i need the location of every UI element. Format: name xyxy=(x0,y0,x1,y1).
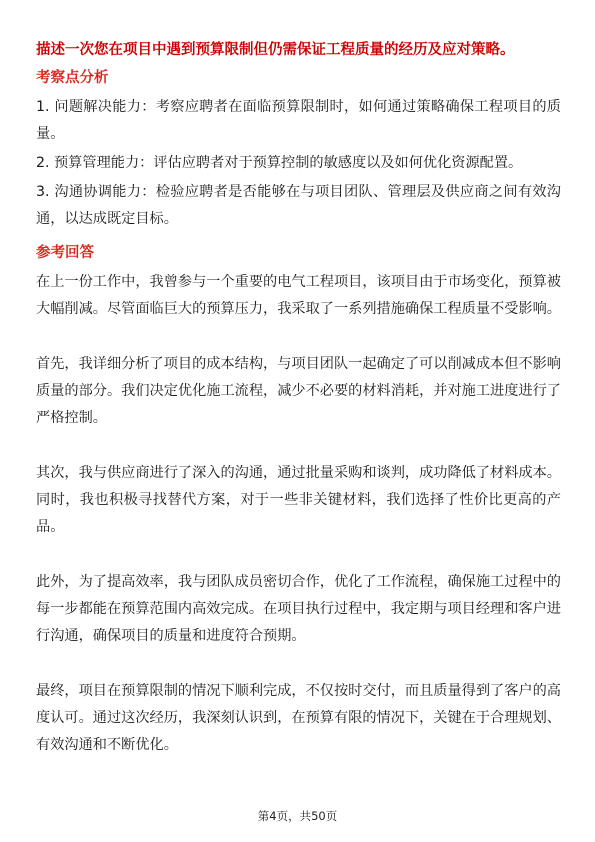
analysis-point-1: 1. 问题解决能力：考察应聘者在面临预算限制时，如何通过策略确保工程项目的质量。 xyxy=(36,99,561,142)
page-number-footer: 第4页，共50页 xyxy=(257,809,338,823)
answer-body xyxy=(36,269,561,759)
analysis-point-2: 2. 预算管理能力：评估应聘者对于预算控制的敏感度以及如何优化资源配置。 xyxy=(36,155,523,171)
answer-paragraph-1: 在上一份工作中，我曾参与一个重要的电气工程项目，该项目由于市场变化，预算被大幅削减。尽管面临巨大的预算压力，我采取了一系列措施确保工程质量不受影响。 xyxy=(36,274,561,317)
answer-title: 参考回答 xyxy=(36,245,94,261)
question-heading: 描述一次您在项目中遇到预算限制但仍需保证工程质量的经历及应对策略。 xyxy=(36,42,515,58)
answer-paragraph-5: 最终，项目在预算限制的情况下顺利完成，不仅按时交付，而且质量得到了客户的高度认可。通过这次经历，我深刻认识到，在预算有限的情况下，关键在于合理规划、有效沟通和不断优化。 xyxy=(36,683,561,753)
analysis-point-3: 3. 沟通协调能力：检验应聘者是否能够在与项目团队、管理层及供应商之间有效沟通，以达成既定目标。 xyxy=(36,184,561,227)
document-page xyxy=(36,40,561,759)
answer-paragraph-3: 其次，我与供应商进行了深入的沟通，通过批量采购和谈判，成功降低了材料成本。同时，我也积极寻找替代方案，对于一些非关键材料，我们选择了性价比更高的产品。 xyxy=(36,465,561,535)
analysis-title: 考察点分析 xyxy=(36,70,109,86)
answer-paragraph-4: 此外，为了提高效率，我与团队成员密切合作，优化了工作流程，确保施工过程中的每一步都能在预算范围内高效完成。在项目执行过程中，我定期与项目经理和客户进行沟通，确保项目的质量和进度符合预期。 xyxy=(36,574,561,644)
answer-paragraph-2: 首先，我详细分析了项目的成本结构，与项目团队一起确定了可以削减成本但不影响质量的部分。我们决定优化施工流程，减少不必要的材料消耗，并对施工进度进行了严格控制。 xyxy=(36,356,561,426)
analysis-points xyxy=(36,94,561,233)
